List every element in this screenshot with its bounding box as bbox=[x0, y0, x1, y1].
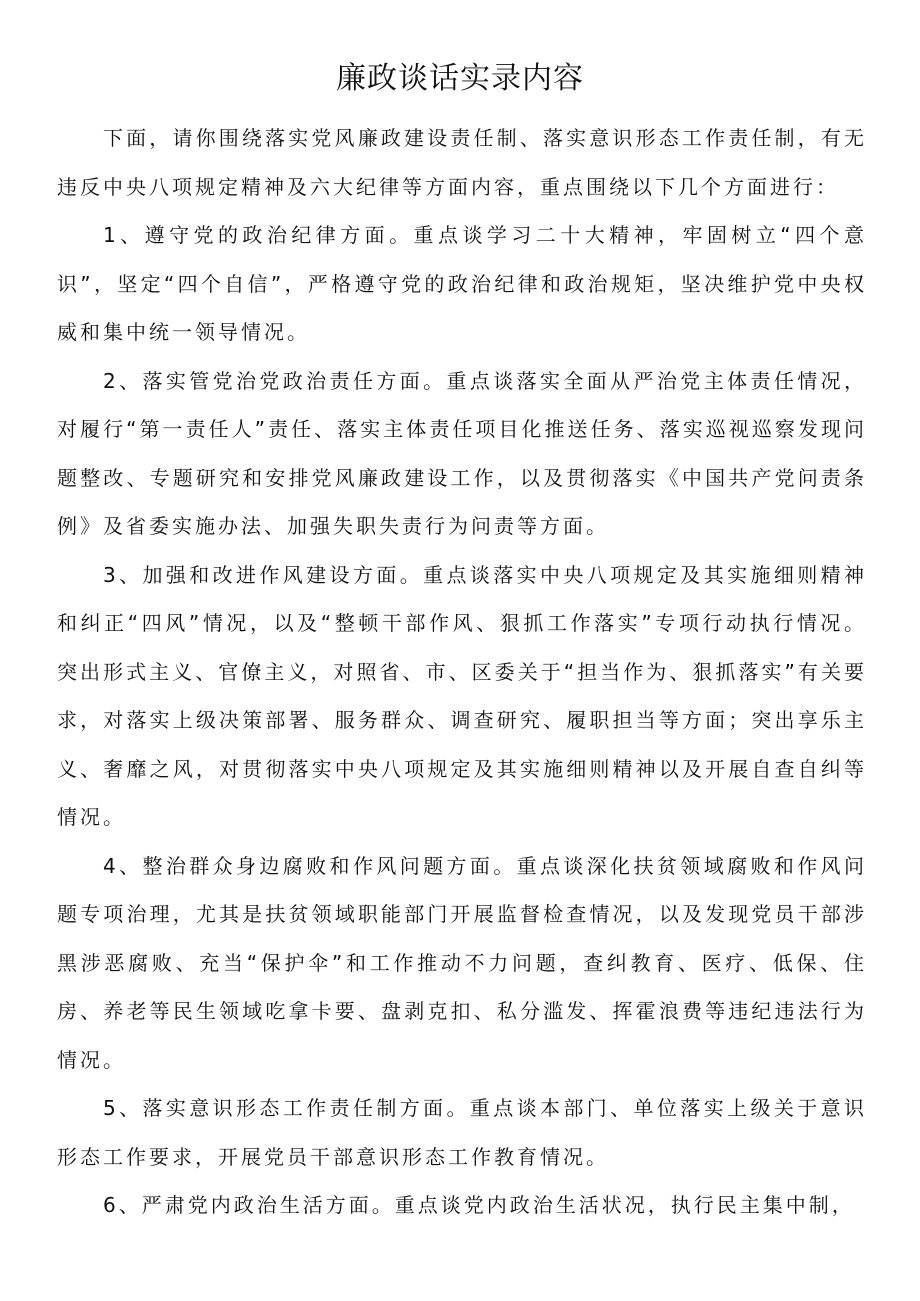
paragraph-item-1: 1、遵守党的政治纪律方面。重点谈学习二十大精神，牢固树立“四个意识”，坚定“四个自信”，严格遵守党的政治纪律和政治规矩，坚决维护党中央权威和集中统一领导情况。 bbox=[57, 223, 867, 344]
paragraph-item-3: 3、加强和改进作风建设方面。重点谈落实中央八项规定及其实施细则精神和纠正“四风”情况，以及“整顿干部作风、狠抓工作落实”专项行动执行情况。突出形式主义、官僚主义，对照省、市、区委关于“担当作为、狠抓落实”有关要求，对落实上级决策部署、服务群众、调查研究、履职担当等方面；突出享乐主义、奢靡之风，对贯彻落实中央八项规定及其实施细则精神以及开展自查自纠等情况。 bbox=[57, 562, 867, 829]
paragraph-item-4: 4、整治群众身边腐败和作风问题方面。重点谈深化扶贫领域腐败和作风问题专项治理，尤其是扶贫领域职能部门开展监督检查情况，以及发现党员干部涉黑涉恶腐败、充当“保护伞”和工作推动不力问题，查纠教育、医疗、低保、住房、养老等民生领域吃拿卡要、盘剥克扣、私分滥发、挥霍浪费等违纪违法行为情况。 bbox=[57, 853, 867, 1072]
paragraph-item-2: 2、落实管党治党政治责任方面。重点谈落实全面从严治党主体责任情况，对履行“第一责任人”责任、落实主体责任项目化推送任务、落实巡视巡察发现问题整改、专题研究和安排党风廉政建设工作，以及贯彻落实《中国共产党问责条例》及省委实施办法、加强失职失责行为问责等方面。 bbox=[57, 368, 867, 538]
paragraph-item-6: 6、严肃党内政治生活方面。重点谈党内政治生活状况，执行民主集中制， bbox=[103, 1193, 855, 1217]
document-body bbox=[57, 114, 867, 1230]
document-title: 廉政谈话实录内容 bbox=[336, 61, 584, 96]
paragraph-item-5: 5、落实意识形态工作责任制方面。重点谈本部门、单位落实上级关于意识形态工作要求，开展党员干部意识形态工作教育情况。 bbox=[57, 1096, 867, 1169]
paragraph-intro: 下面，请你围绕落实党风廉政建设责任制、落实意识形态工作责任制，有无违反中央八项规定精神及六大纪律等方面内容，重点围绕以下几个方面进行： bbox=[57, 126, 867, 199]
